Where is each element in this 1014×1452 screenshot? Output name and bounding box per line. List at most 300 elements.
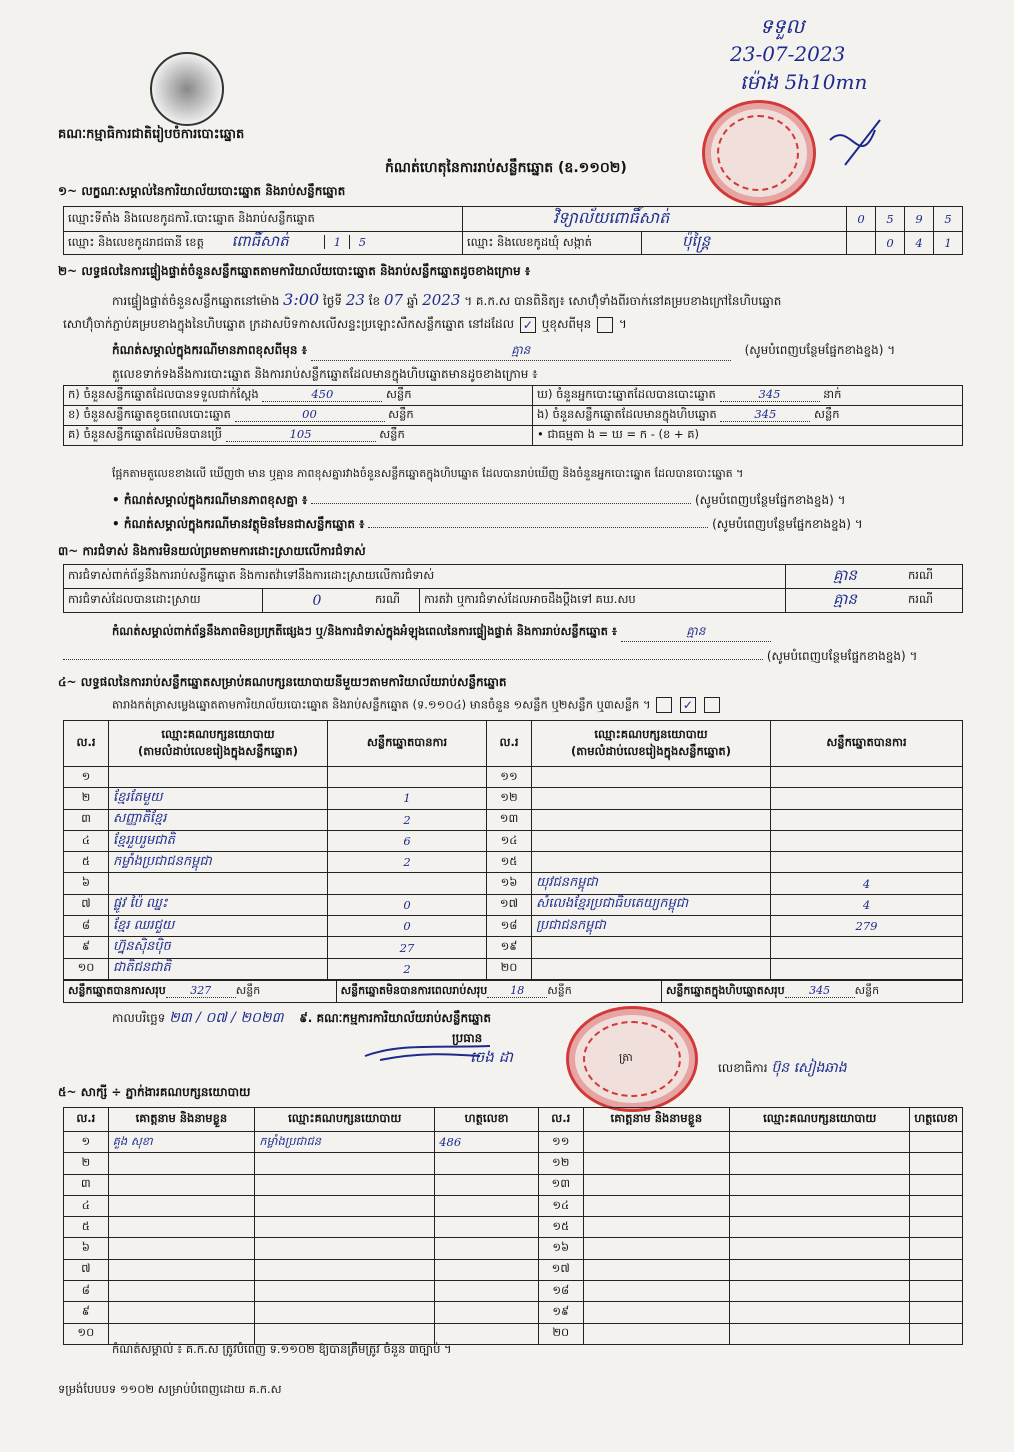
count-day: 23 xyxy=(345,291,365,309)
s3-r2-label: ការជំទាស់ដែលបានដោះស្រាយ xyxy=(64,589,263,613)
total-invalid-unit: សន្លឹក xyxy=(547,983,572,997)
section4-title: ៤~ លទ្ធផលនៃការរាប់សន្លឹកឆ្នោតសម្រាប់គណបក្សនយោបាយនីមួយៗតាមការិយាល័យរាប់សន្លឹកឆ្នោត xyxy=(58,675,507,689)
witness-no: ៥ xyxy=(64,1217,109,1238)
s5-col-no-left: ល.រ xyxy=(64,1108,109,1132)
section2-title: ២~ លទ្ធផលនៃការផ្ទៀងផ្ទាត់ចំនួនសន្លឹកឆ្នោតតាមការិយាល័យបោះឆ្នោត និងរាប់សន្លឹកឆ្នោតដូចខាងក្រោម ៖ xyxy=(58,264,531,278)
commune-value: ប៉ុន្ត្រៃ xyxy=(642,232,847,255)
fig-k xyxy=(64,386,533,406)
province-code-0: 1 xyxy=(324,235,349,249)
fig-gh-value: 345 xyxy=(720,387,820,402)
result-votes xyxy=(771,830,963,851)
result-votes: 0 xyxy=(328,916,487,937)
result-party: យុវជនកម្ពុជា xyxy=(532,873,771,894)
fig-k-value: 450 xyxy=(262,387,382,402)
result-party xyxy=(532,767,771,788)
witness-row xyxy=(64,1195,963,1216)
s3-r2-value: 0 xyxy=(263,589,372,613)
witness-name xyxy=(108,1302,255,1323)
s2-line1-a: ការផ្ទៀងផ្ទាត់ចំនួនសន្លឹកឆ្នោតនៅម៉ោង xyxy=(112,294,280,308)
witness-name xyxy=(583,1259,730,1280)
witness-no: ១៩ xyxy=(538,1302,583,1323)
result-party: សញ្ញាតិខ្មែរ xyxy=(109,809,328,830)
witness-party xyxy=(255,1195,435,1216)
witness-no: ១០ xyxy=(64,1323,109,1344)
results-row xyxy=(64,767,963,788)
s2-bullet2 xyxy=(112,516,863,534)
s5-col-name-right: គោត្តនាម និងនាមខ្លួន xyxy=(583,1108,730,1132)
s2-bullet2-hint: (សូមបំពេញបន្ថែមផ្នែកខាងខ្នង) ។ xyxy=(712,517,863,531)
s3-hint-text: (សូមបំពេញបន្ថែមផ្នែកខាងខ្នង) ។ xyxy=(766,649,918,663)
president-name: ចេង ដា xyxy=(470,1048,513,1066)
witness-no: ៦ xyxy=(64,1238,109,1259)
witness-party xyxy=(255,1238,435,1259)
president-label: ប្រធាន xyxy=(452,1031,483,1045)
result-votes xyxy=(771,809,963,830)
official-stamp-bottom xyxy=(566,1006,698,1112)
committee-label: គណៈកម្មាធិការជាតិរៀបចំការបោះឆ្នោត xyxy=(58,127,245,142)
receipt-signature xyxy=(820,110,890,180)
result-no: ១៧ xyxy=(487,894,532,915)
commune-code-2: 1 xyxy=(934,232,963,255)
result-votes: 2 xyxy=(328,958,487,979)
witness-name xyxy=(108,1195,255,1216)
s2-bullet2-label: • កំណត់សម្គាល់ក្នុងករណីមានវត្ថុមិនមែនជាសន្លឹកឆ្នោត ៖ xyxy=(112,517,365,531)
results-row xyxy=(64,958,963,979)
s4-col-votes-right: សន្លឹកឆ្នោតបានការ xyxy=(771,721,963,767)
result-no: ៧ xyxy=(64,894,109,915)
result-no: ១០ xyxy=(64,958,109,979)
witness-no: ៨ xyxy=(64,1281,109,1302)
form-footer: ទម្រង់បែបបទ ១១០២ សម្រាប់បំពេញដោយ គ.ក.ស xyxy=(58,1382,282,1396)
witness-name xyxy=(583,1217,730,1238)
s5-note: កំណត់សម្គាល់ ៖ គ.ក.ស ត្រូវបំពេញ ទ.១១០២ ឱ្យបានត្រឹមត្រូវ ចំនួន ៣ច្បាប់ ។ xyxy=(112,1342,452,1356)
stamp-label: ត្រា xyxy=(619,1051,633,1064)
witness-row xyxy=(64,1217,963,1238)
s2-note-label: កំណត់សម្គាល់ក្នុងករណីមានភាពខុសពីមុន ៖ xyxy=(112,343,307,357)
fig-ng-unit: សន្លឹក xyxy=(814,407,840,421)
section1-table xyxy=(63,206,963,255)
witness-party xyxy=(255,1259,435,1280)
total-box-label: សន្លឹកឆ្នោតក្នុងហិបឆ្នោតសរុប xyxy=(665,983,785,997)
s2-month-label: ខែ xyxy=(368,294,381,308)
witness-name xyxy=(583,1323,730,1344)
receipt-time: ម៉ោង 5h10mn xyxy=(740,70,868,94)
s2-bullet1-label: • កំណត់សម្គាល់ក្នុងករណីមានភាពខុសគ្នា ៖ xyxy=(112,493,308,507)
fig-kh-unit: សន្លឹក xyxy=(388,407,414,421)
witness-no: ៤ xyxy=(64,1195,109,1216)
s2-note xyxy=(112,342,895,361)
s4-col-no-left: ល.រ xyxy=(64,721,109,767)
s2-note-hint: (សូមបំពេញបន្ថែមផ្នែកខាងខ្នង) ។ xyxy=(744,343,896,357)
witness-party xyxy=(730,1174,910,1195)
s5-col-sign-left: ហត្ថលេខា xyxy=(435,1108,539,1132)
count-month: 07 xyxy=(384,291,404,309)
witness-party xyxy=(730,1195,910,1216)
witness-signature xyxy=(910,1153,963,1174)
total-invalid-value: 18 xyxy=(487,984,547,998)
witness-signature xyxy=(910,1281,963,1302)
s5-col-no-right: ល.រ xyxy=(538,1108,583,1132)
witness-party xyxy=(255,1281,435,1302)
results-row xyxy=(64,916,963,937)
result-votes: 2 xyxy=(328,852,487,873)
s3-hint-line[interactable] xyxy=(63,659,763,660)
s2-figures-table xyxy=(63,385,963,446)
s2-line1-b: ថ្ងៃទី xyxy=(322,294,342,308)
secretary-name: ប៊ុន សៀងឆាង xyxy=(771,1060,847,1076)
witness-party xyxy=(730,1153,910,1174)
fig-gh-label: ឃ) ចំនួនអ្នកបោះឆ្នោតដែលបានបោះឆ្នោត xyxy=(537,387,716,401)
result-party: ខ្មែរតែមួយ xyxy=(109,788,328,809)
section5-witness-table xyxy=(63,1107,963,1345)
s4-totals xyxy=(63,980,963,1003)
s4-col-party-left-title: ឈ្មោះគណបក្សនយោបាយ xyxy=(161,726,275,741)
s2-line1 xyxy=(112,290,781,311)
total-valid xyxy=(64,981,337,1003)
results-row xyxy=(64,852,963,873)
s2-year-label: ឆ្នាំ xyxy=(406,294,419,308)
witness-no: ២០ xyxy=(538,1323,583,1344)
witness-signature xyxy=(435,1281,539,1302)
result-party xyxy=(532,830,771,851)
result-no: ២០ xyxy=(487,958,532,979)
province-label xyxy=(64,232,463,255)
result-party xyxy=(532,958,771,979)
s2-compare: ផ្អែកតាមតួលេខខាងលើ ឃើញថា មាន ឬគ្មាន ភាពខុសគ្នារវាងចំនួនសន្លឹកឆ្នោតក្នុងហិបឆ្នោត ដែលបានរាប់ឃើញ និងចំនួនអ្នកបោះឆ្នោត ដែលបានបោះឆ្នោត ។ xyxy=(112,467,744,480)
fig-gh-unit: នាក់ xyxy=(823,387,842,401)
section5-title: ៥~ សាក្សី ÷ ភ្នាក់ងារគណបក្សនយោបាយ xyxy=(58,1085,251,1099)
witness-party xyxy=(730,1323,910,1344)
result-party: ហ្វ៊ុនស៊ិនប៉ិច xyxy=(109,937,328,958)
fig-g xyxy=(64,426,533,446)
witness-party xyxy=(730,1281,910,1302)
site-code-3: 5 xyxy=(934,207,963,232)
receipt-line1: ទទួល xyxy=(760,14,805,38)
section3-title: ៣~ ការជំទាស់ និងការមិនយល់ព្រមតាមការដោះស្រាយលើការជំទាស់ xyxy=(58,544,366,558)
result-votes: 1 xyxy=(328,788,487,809)
s4-col-party-right xyxy=(532,721,771,767)
witness-signature xyxy=(910,1195,963,1216)
witness-party xyxy=(730,1302,910,1323)
s2-note-value: គ្មាន xyxy=(311,342,731,361)
witness-party xyxy=(255,1302,435,1323)
s4-col-votes-left: សន្លឹកឆ្នោតបានការ xyxy=(328,721,487,767)
result-no: ៥ xyxy=(64,852,109,873)
s3-hint xyxy=(63,648,917,666)
result-votes: 27 xyxy=(328,937,487,958)
witness-party xyxy=(255,1174,435,1195)
total-box-value: 345 xyxy=(785,984,855,998)
result-votes xyxy=(771,788,963,809)
result-no: ៤ xyxy=(64,830,109,851)
witness-name xyxy=(583,1302,730,1323)
section4-results-table xyxy=(63,720,963,980)
witness-name xyxy=(583,1153,730,1174)
witness-row xyxy=(64,1259,963,1280)
total-box-unit: សន្លឹក xyxy=(854,983,880,997)
witness-signature xyxy=(910,1217,963,1238)
fig-k-label: ក) ចំនួនសន្លឹកឆ្នោតដែលបានទទួលជាក់ស្តែង xyxy=(68,387,259,401)
witness-name xyxy=(108,1217,255,1238)
s5-col-party-left: ឈ្មោះគណបក្សនយោបាយ xyxy=(255,1108,435,1132)
witness-name xyxy=(583,1238,730,1259)
s3-r2b-unit: ករណី xyxy=(904,589,963,613)
result-votes xyxy=(771,767,963,788)
witness-row xyxy=(64,1132,963,1153)
total-valid-unit: សន្លឹក xyxy=(235,983,261,997)
s4-col-party-right-title: ឈ្មោះគណបក្សនយោបាយ xyxy=(594,726,708,741)
s3-r2-unit: ករណី xyxy=(371,589,420,613)
s4-col-party-left xyxy=(109,721,328,767)
witness-no: ៧ xyxy=(64,1259,109,1280)
s3-r2b-label: ការតវ៉ា ឬការជំទាស់ដែលអាចដឹងប្តឹងទៅ គឃ.សប xyxy=(420,589,786,613)
result-no: ១៤ xyxy=(487,830,532,851)
same-checkbox[interactable]: ✓ xyxy=(520,317,536,333)
site-label: ឈ្មោះទីតាំង និងលេខកូដការិ.បោះឆ្នោត និងរាប់សន្លឹកឆ្នោត xyxy=(64,207,463,232)
fig-k-unit: សន្លឹក xyxy=(385,387,412,401)
results-row xyxy=(64,809,963,830)
date-value: ២៣ / ០៧ / ២០២៣ xyxy=(169,1010,284,1026)
section1-title: ១~ លក្ខណៈសម្គាល់នៃការិយាល័យបោះឆ្នោត និងរាប់សន្លឹកឆ្នោត xyxy=(58,184,346,198)
s2-bullet1-hint: (សូមបំពេញបន្ថែមផ្នែកខាងខ្នង) ។ xyxy=(694,493,846,507)
witness-name xyxy=(583,1281,730,1302)
result-no: ១២ xyxy=(487,788,532,809)
s5-col-sign-right: ហត្ថលេខា xyxy=(910,1108,963,1132)
s4-sub xyxy=(112,697,722,715)
witness-name xyxy=(108,1238,255,1259)
result-votes: 4 xyxy=(771,894,963,915)
s2-line2-text: សោហ៊ុំចាក់ភ្ជាប់គម្របខាងក្នុងនៃហិបឆ្នោត ក្រដាសបិទកាសលើសន្ទះប្រឡោះសឺកសន្លឹកឆ្នោត នៅដដែល xyxy=(63,317,515,331)
witness-no: ១៣ xyxy=(538,1174,583,1195)
secretary-line xyxy=(718,1058,847,1079)
witness-signature xyxy=(435,1153,539,1174)
total-invalid xyxy=(336,981,661,1003)
s4-sub-text: តារាងកត់ត្រាសម្លេងឆ្នោតតាមការិយាល័យបោះឆ្នោត និងរាប់សន្លឹកឆ្នោត (ទ.១១០៤) មានចំនួន ១សន្លឹក ឬ២សន្លឹក ឬ៣សន្លឹក ។ xyxy=(112,697,651,712)
result-party xyxy=(109,767,328,788)
result-no: ២ xyxy=(64,788,109,809)
s2-bullet2-line[interactable] xyxy=(368,527,708,528)
s2-bullet1-line[interactable] xyxy=(311,503,691,504)
result-party xyxy=(532,809,771,830)
result-party xyxy=(532,788,771,809)
result-no: ១១ xyxy=(487,767,532,788)
witness-name xyxy=(108,1281,255,1302)
witness-party xyxy=(730,1259,910,1280)
results-row xyxy=(64,894,963,915)
witness-signature xyxy=(435,1174,539,1195)
s4-date-line xyxy=(112,1008,491,1029)
result-votes xyxy=(771,852,963,873)
results-row xyxy=(64,830,963,851)
result-party: ខ្មែរ ឈរជួយ xyxy=(109,916,328,937)
s3-r2b-value: គ្មាន xyxy=(786,589,905,613)
s5-col-name-left: គោត្តនាម និងនាមខ្លួន xyxy=(108,1108,255,1132)
s4-col-no-right: ល.រ xyxy=(487,721,532,767)
witness-name: គួង សុខា xyxy=(108,1132,255,1153)
witness-party xyxy=(255,1153,435,1174)
witness-signature xyxy=(910,1302,963,1323)
witness-signature xyxy=(435,1302,539,1323)
result-no: ១ xyxy=(64,767,109,788)
fig-kh-value: 00 xyxy=(235,407,385,422)
witness-party: កម្លាំងប្រជាជន xyxy=(255,1132,435,1153)
fig-g-unit: សន្លឹក xyxy=(379,427,405,441)
receipt-date: 23-07-2023 xyxy=(730,42,846,66)
result-votes: 6 xyxy=(328,830,487,851)
witness-row xyxy=(64,1174,963,1195)
fig-g-value: 105 xyxy=(226,427,376,442)
witness-no: ១៤ xyxy=(538,1195,583,1216)
s5-col-party-right: ឈ្មោះគណបក្សនយោបាយ xyxy=(730,1108,910,1132)
witness-party xyxy=(730,1132,910,1153)
witness-signature xyxy=(910,1132,963,1153)
witness-no: ១២ xyxy=(538,1153,583,1174)
witness-party xyxy=(255,1217,435,1238)
witness-no: ១១ xyxy=(538,1132,583,1153)
total-invalid-label: សន្លឹកឆ្នោតមិនបានការពេលរាប់សរុប xyxy=(340,983,488,997)
witness-signature xyxy=(910,1174,963,1195)
s2-line1-c: ។ គ.ក.ស បានពិនិត្យ៖ សោហ៊ុំទាំងពីរចាក់នៅគម្របខាងក្រៅនៃហិបឆ្នោត xyxy=(464,294,782,308)
result-no: ១៦ xyxy=(487,873,532,894)
fig-formula: • ជាធម្មតា ង = ឃ = ក - (ខ + គ) xyxy=(533,426,963,446)
result-party: សំលេងខ្មែរប្រជាធិបតេយ្យកម្ពុជា xyxy=(532,894,771,915)
result-no: ១៥ xyxy=(487,852,532,873)
witness-no: ១៧ xyxy=(538,1259,583,1280)
two-sheet-checkbox[interactable]: ✓ xyxy=(680,697,696,713)
witness-no: ១ xyxy=(64,1132,109,1153)
witness-row xyxy=(64,1153,963,1174)
witness-no: ៣ xyxy=(64,1174,109,1195)
result-votes: 279 xyxy=(771,916,963,937)
witness-signature xyxy=(435,1195,539,1216)
result-no: ១៣ xyxy=(487,809,532,830)
result-no: ៩ xyxy=(64,937,109,958)
result-party: កម្លាំងប្រជាជនកម្ពុជា xyxy=(109,852,328,873)
result-votes xyxy=(328,767,487,788)
total-valid-value: 327 xyxy=(166,984,236,998)
witness-signature xyxy=(910,1259,963,1280)
witness-row xyxy=(64,1281,963,1302)
result-votes: 0 xyxy=(328,894,487,915)
official-stamp-top xyxy=(702,100,816,206)
s4-col-party-right-sub: (តាមលំដាប់លេខរៀងក្នុងសន្លឹកឆ្នោត) xyxy=(571,743,731,758)
witness-name xyxy=(583,1195,730,1216)
witness-no: ២ xyxy=(64,1153,109,1174)
commune-code-0: 0 xyxy=(876,232,905,255)
witness-no: ១៥ xyxy=(538,1217,583,1238)
results-row xyxy=(64,937,963,958)
commune-label: ឈ្មោះ និងលេខកូដឃុំ សង្កាត់ xyxy=(463,232,642,255)
committee-sign-label: ៩. គណៈកម្មការការិយាល័យរាប់សន្លឹកឆ្នោត xyxy=(299,1011,491,1025)
s3-r1-label: ការជំទាស់ពាក់ព័ន្ធនឹងការរាប់សន្លឹកឆ្នោត និងការតវ៉ាទៅនឹងការដោះស្រាយលើការជំទាស់ xyxy=(64,565,786,589)
s2-line2: សោហ៊ុំចាក់ភ្ជាប់គម្របខាងក្នុងនៃហិបឆ្នោត ក្រដាសបិទកាសលើសន្ទះប្រឡោះសឺកសន្លឹកឆ្នោត នៅដដែល ✓ ឬខុសពីមុន ។ xyxy=(63,317,627,332)
result-votes: 4 xyxy=(771,873,963,894)
result-votes xyxy=(771,937,963,958)
result-no: ៦ xyxy=(64,873,109,894)
witness-signature: 486 xyxy=(435,1132,539,1153)
witness-no: ១៦ xyxy=(538,1238,583,1259)
results-row xyxy=(64,873,963,894)
result-no: ៨ xyxy=(64,916,109,937)
three-sheet-checkbox[interactable] xyxy=(704,697,720,713)
witness-signature xyxy=(435,1238,539,1259)
witness-name xyxy=(108,1259,255,1280)
witness-name xyxy=(583,1174,730,1195)
result-no: ១៨ xyxy=(487,916,532,937)
fig-kh xyxy=(64,406,533,426)
one-sheet-checkbox[interactable] xyxy=(656,697,672,713)
witness-name xyxy=(583,1132,730,1153)
total-valid-label: សន្លឹកឆ្នោតបានការសរុប xyxy=(68,983,166,997)
commune-code-1: 4 xyxy=(905,232,934,255)
witness-no: ៩ xyxy=(64,1302,109,1323)
s2-bullet1 xyxy=(112,492,846,510)
result-votes xyxy=(771,958,963,979)
witness-row xyxy=(64,1302,963,1323)
fig-ng-value: 345 xyxy=(720,407,810,422)
witness-party xyxy=(730,1217,910,1238)
result-no: ១៩ xyxy=(487,937,532,958)
province-label-text: ឈ្មោះ និងលេខកូដរាជធានី ខេត្ត xyxy=(68,235,204,249)
witness-name xyxy=(108,1153,255,1174)
witness-party xyxy=(730,1238,910,1259)
result-party: ផ្លូវ ប៉ៃ ឈ្នះ xyxy=(109,894,328,915)
result-votes: 2 xyxy=(328,809,487,830)
witness-signature xyxy=(910,1323,963,1344)
count-time: 3:00 xyxy=(283,290,320,309)
fig-kh-label: ខ) ចំនួនសន្លឹកឆ្នោតខូចពេលបោះឆ្នោត xyxy=(68,407,231,421)
s3-note xyxy=(112,623,771,642)
s2-intro: តួលេខទាក់ទងនឹងការបោះឆ្នោត និងការរាប់សន្លឹកឆ្នោតដែលមានក្នុងហិបឆ្នោតមានដូចខាងក្រោម ៖ xyxy=(112,367,538,381)
witness-no: ១៨ xyxy=(538,1281,583,1302)
s3-r1-value: គ្មាន xyxy=(786,565,905,589)
result-votes xyxy=(328,873,487,894)
site-code-0: 0 xyxy=(847,207,876,232)
fig-ng xyxy=(533,406,963,426)
total-box xyxy=(661,981,962,1003)
fig-g-label: គ) ចំនួនសន្លឹកឆ្នោតដែលមិនបានប្រើ xyxy=(68,427,222,441)
s3-note-label: កំណត់សម្គាល់ពាក់ព័ន្ធនឹងភាពមិនប្រក្រតីផ្សេងៗ ឬ/និងការជំទាស់ក្នុងអំឡុងពេលនៃការផ្ទៀងផ្ទាត់ និងការរាប់សន្លឹកឆ្នោត ៖ xyxy=(112,624,617,638)
s3-r1-unit: ករណី xyxy=(904,565,963,589)
fig-ng-label: ង) ចំនួនសន្លឹកឆ្នោតដែលមានក្នុងហិបឆ្នោត xyxy=(537,407,717,421)
s4-col-party-left-sub: (តាមលំដាប់លេខរៀងក្នុងសន្លឹកឆ្នោត) xyxy=(138,743,298,758)
site-value: វិទ្យាល័យពោធិ៍សាត់ xyxy=(463,207,847,232)
s3-note-value: គ្មាន xyxy=(621,623,771,642)
result-party: ជាតិជនជាតិ xyxy=(109,958,328,979)
different-checkbox[interactable] xyxy=(597,317,613,333)
nec-logo xyxy=(150,52,224,126)
witness-signature xyxy=(435,1217,539,1238)
witness-name xyxy=(108,1174,255,1195)
result-party xyxy=(532,937,771,958)
handwritten-receipt xyxy=(730,12,867,96)
secretary-label: លេខាធិការ xyxy=(718,1061,768,1075)
date-label: កាលបរិច្ឆេទ xyxy=(112,1011,166,1025)
witness-signature xyxy=(435,1259,539,1280)
form-title: កំណត់ហេតុនៃការរាប់សន្លឹកឆ្នោត (ឧ.១១០២) xyxy=(385,160,627,176)
result-party: ខ្មែររួបរួមជាតិ xyxy=(109,830,328,851)
results-row xyxy=(64,788,963,809)
result-party xyxy=(109,873,328,894)
witness-signature xyxy=(910,1238,963,1259)
count-year: 2023 xyxy=(422,291,461,309)
site-code-2: 9 xyxy=(905,207,934,232)
province-code-1: 5 xyxy=(349,235,374,249)
site-code-1: 5 xyxy=(876,207,905,232)
province-value: ពោធិ៍សាត់ xyxy=(231,232,289,250)
fig-gh xyxy=(533,386,963,406)
s2-diff-label: ឬខុសពីមុន xyxy=(541,317,592,331)
